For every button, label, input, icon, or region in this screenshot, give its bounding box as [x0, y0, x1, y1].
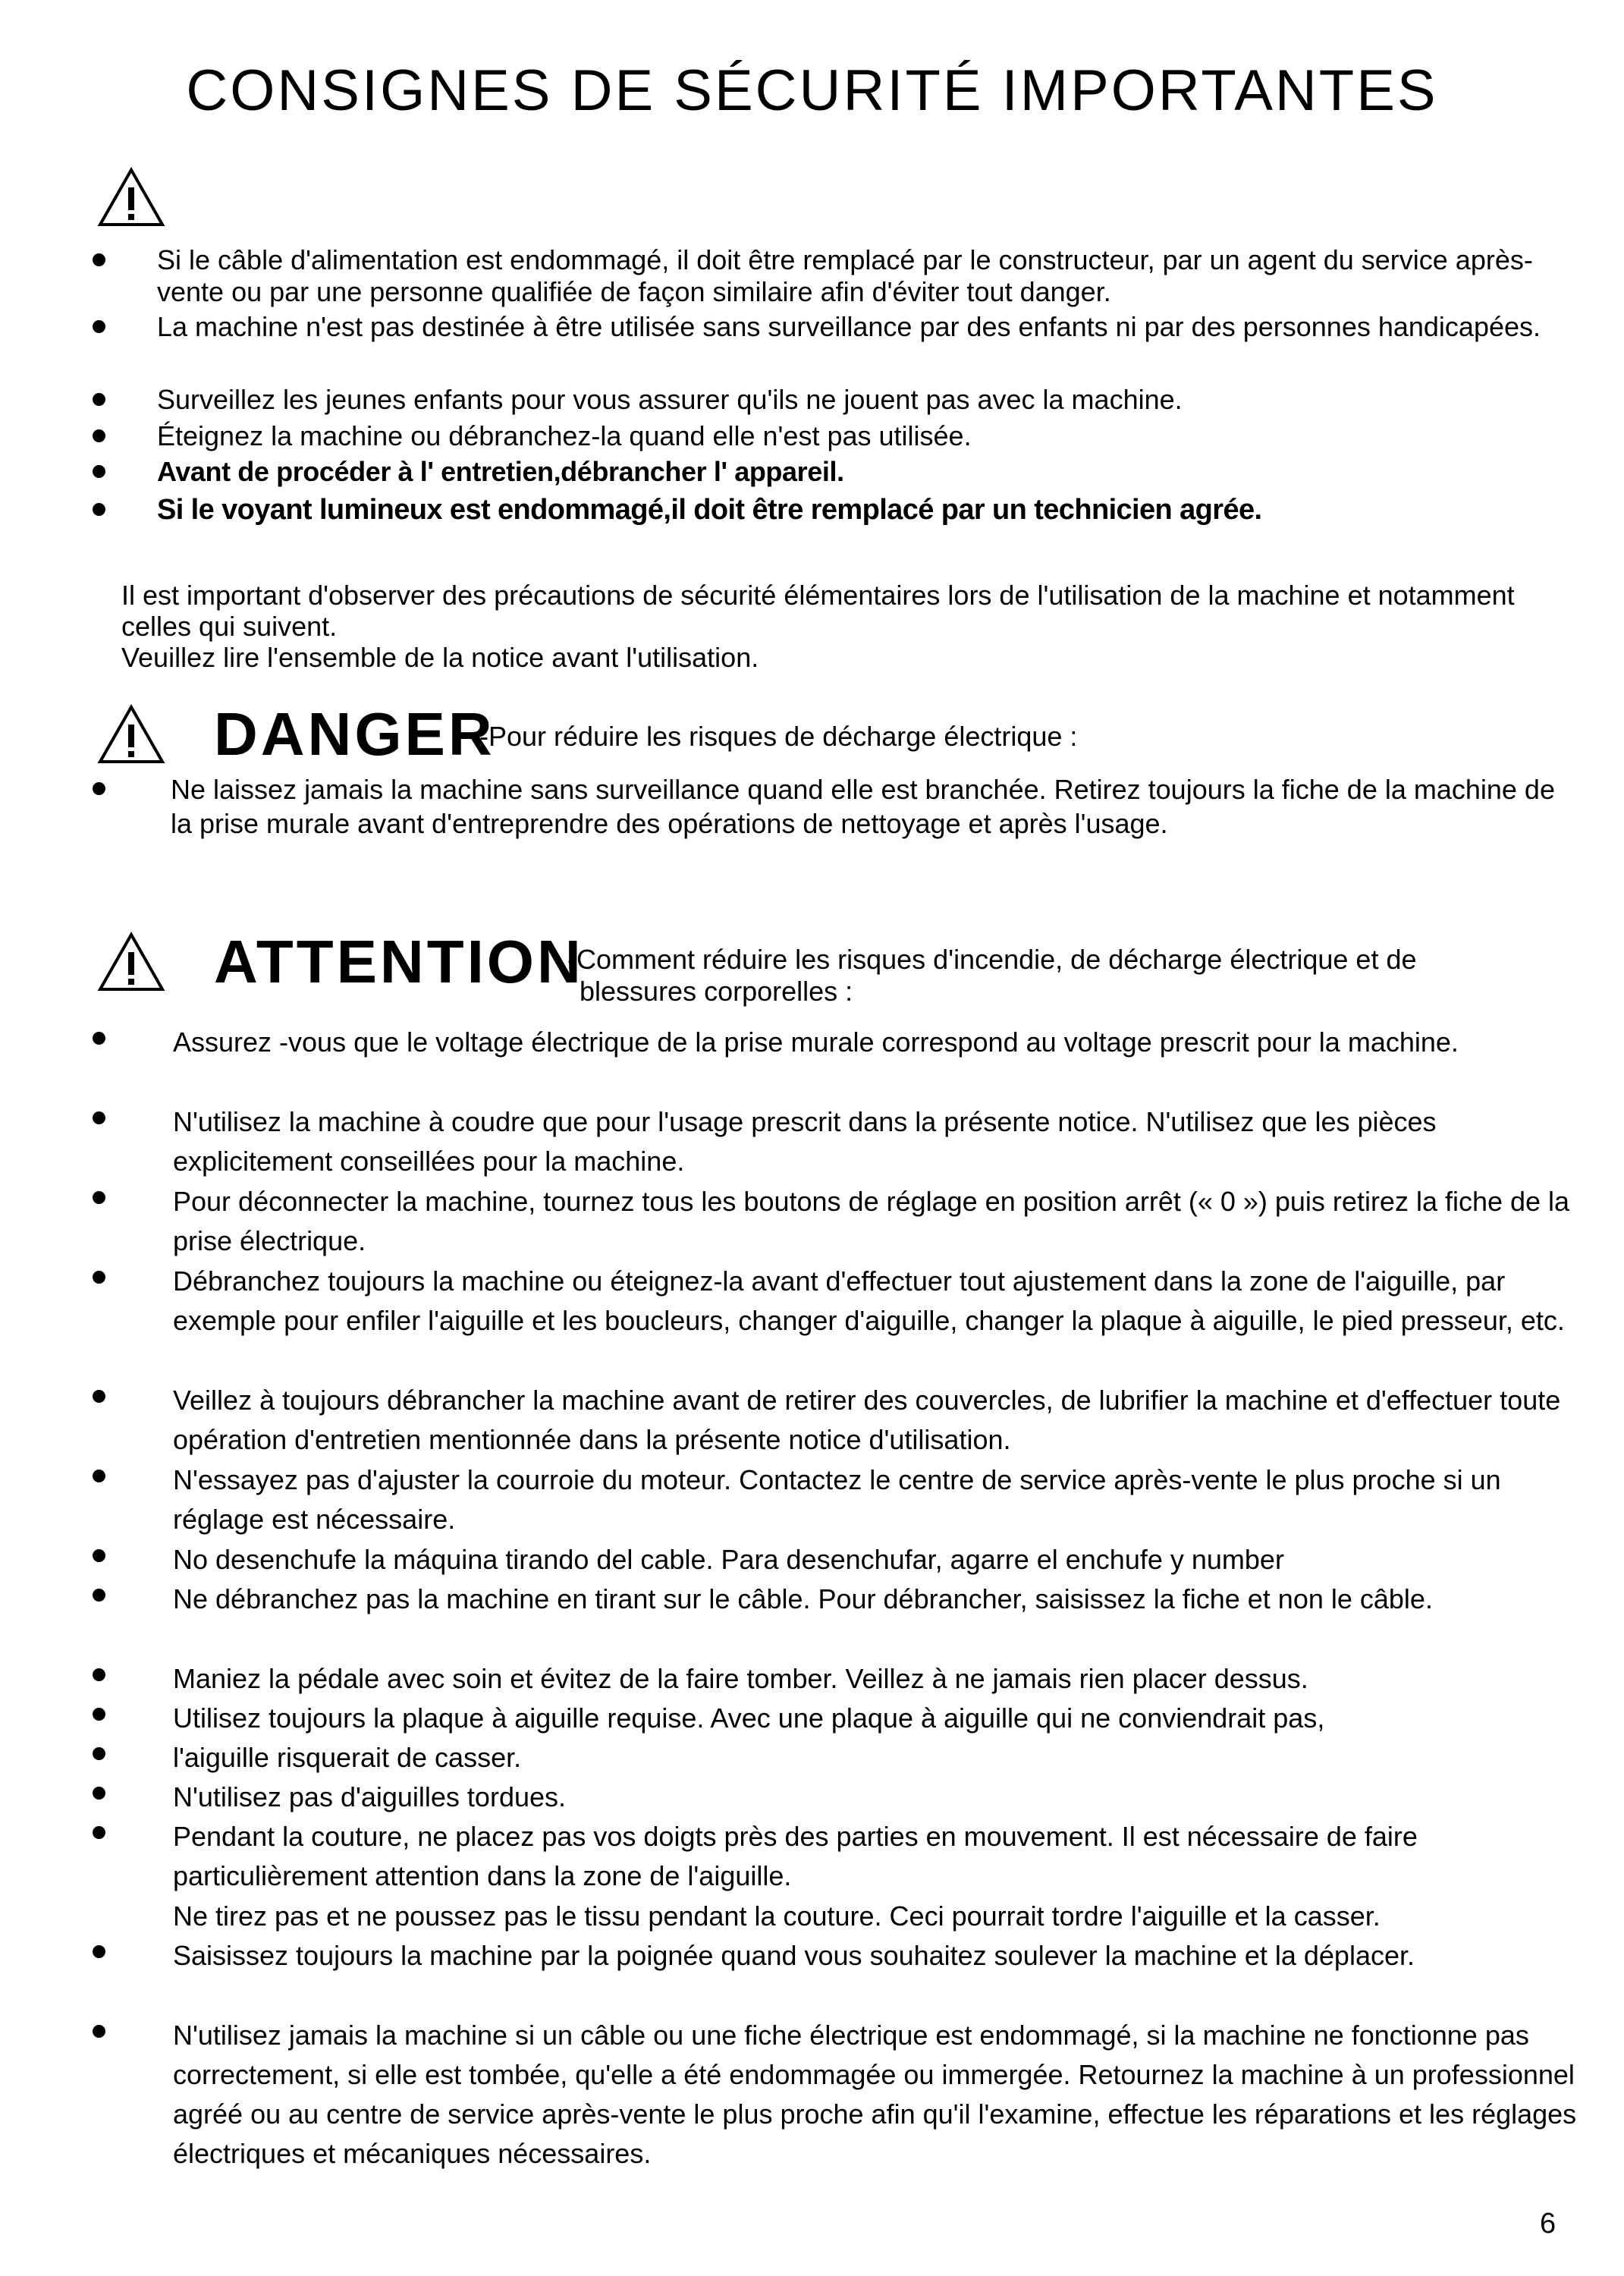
- danger-title: DANGER: [214, 700, 495, 768]
- bullet-icon: [93, 2025, 105, 2038]
- attention-title: ATTENTION: [214, 928, 584, 995]
- page-number: 6: [1540, 2208, 1556, 2240]
- bullet-icon: [93, 1826, 105, 1839]
- bullet-icon: [93, 1111, 105, 1124]
- bullet-icon: [93, 1032, 105, 1045]
- bullet-icon: [93, 1787, 105, 1800]
- bullet-icon: [93, 1191, 105, 1204]
- bullet-icon: [93, 429, 105, 442]
- bullet-icon: [93, 503, 105, 516]
- bullet-icon: [93, 465, 105, 478]
- bullet-icon: [93, 782, 105, 795]
- warning-icon: [97, 704, 165, 765]
- bullet-icon: [93, 253, 105, 266]
- bullet-icon: [93, 1708, 105, 1721]
- attention-subtitle-cont: blessures corporelles :: [580, 976, 853, 1007]
- bullet-icon: [93, 1390, 105, 1403]
- warning-icon: [97, 932, 165, 992]
- bullet-icon: [93, 1470, 105, 1482]
- danger-subtitle: -Pour réduire les risques de décharge électrique :: [479, 721, 1078, 752]
- attention-subtitle: -Comment réduire les risques d'incendie, de décharge électrique et de: [567, 944, 1417, 975]
- bullet-icon: [93, 393, 105, 406]
- warning-icon: [97, 167, 165, 228]
- bullet-icon: [93, 1945, 105, 1958]
- bullet-icon: [93, 1271, 105, 1284]
- page: CONSIGNES DE SÉCURITÉ IMPORTANTES Si le câble d'alimentation est endommagé, il doit être remplacé par le constructeur, par un agent du service après-vente ou par une personne qualifiée de façon similaire afin d'éviter tout danger. La machine n'est pas destinée à être utilisée sans surveillance par des enfants ni par des personnes handicapées. Surveillez les jeunes enfants pour vous assurer qu'ils ne jouent pas avec la machine. Éteignez la machine ou débranchez-la quand elle n'est pas utilisée. Avant de procéder à l' entretien,débrancher l' appareil. Si le voyant lumineux est endommagé,il doit être remplacé par un technicien agrée. Il est important d'observer des précautions de sécurité élémentaires lors de l'utilisation de la machine et notamment celles qui suivent. Veuillez lire l'ensemble de la notice avant l'utilisation. DANGER -Pour réduire les risques de décharge électrique : Ne laissez jamais la machine sans surveillance quand elle est branchée. Retirez toujours la fiche de la machine de la prise murale avant d'entreprendre des opérations de nettoyage et après l'usage. ATTENTION -Comment réduire les risques d'incendie, de décharge électrique et de blessures corporelles : Assurez -vous que le voltage électrique de la prise murale correspond au voltage prescrit pour la machine. N'utilisez la machine à coudre que pour l'usage prescrit dans la présente notice. N'utilisez que les pièces explicitement conseillées pour la machine. Pour déconnecter la machine, tournez tous les boutons de réglage en position arrêt (« 0 ») puis retirez la fiche de la prise électrique. Débranchez toujours la machine ou éteignez-la avant d'effectuer tout ajustement dans la zone de l'aiguille, par exemple pour enfiler l'aiguille et les boucleurs, changer d'aiguille, changer la plaque à aiguille, le pied presseur, etc. Veillez à toujours débrancher la machine avant de retirer des couvercles, de lubrifier la machine et d'effectuer toute opération d'entretien mentionnée dans la présente notice d'utilisation. N'essayez pas d'ajuster la courroie du moteur. Contactez le centre de service après-vente le plus proche si un réglage est nécessaire. No desenchufe la máquina tirando del cable. Para desenchufar, agarre el enchufe y number Ne débranchez pas la machine en tirant sur le câble. Pour débrancher, saisissez la fiche et non le câble. Maniez la pédale avec soin et évitez de la faire tomber. Veillez à ne jamais rien placer dessus. Utilisez toujours la plaque à aiguille requise. Avec une plaque à aiguille qui ne conviendrait pas, l'aiguille risquerait de casser. N'utilisez pas d'aiguilles tordues. Pendant la couture, ne placez pas vos doigts près des parties en mouvement. Il est nécessaire de faire particulièrement attention dans la zone de l'aiguille. Saisissez toujours la machine par la poignée quand vous souhaitez soulever la machine et la déplacer. N'utilisez jamais la machine si un câble ou une fiche électrique est endommagé, si la machine ne fonctionne pas correctement, si elle est tombée, qu'elle a été endommagée ou immergée. Retournez la machine à un professionnel agréé ou au centre de service après-vente le plus proche afin qu'il l'examine, effectue les réparations et les réglages électriques et mécaniques nécessaires. Ne tirez pas et ne poussez pas le tissu pendant la couture. Ceci pourrait tordre l'aiguille et la casser. 6: [0, 0, 1624, 2276]
- bullet-icon: [93, 1549, 105, 1562]
- intro-paragraph: Il est important d'observer des précautions de sécurité élémentaires lors de l'utilisation de la machine et notamment celles qui suivent. Veuillez lire l'ensemble de la notice avant l'utilisation.: [121, 580, 1515, 673]
- bullet-icon: [93, 320, 105, 333]
- page-title: CONSIGNES DE SÉCURITÉ IMPORTANTES: [186, 58, 1438, 123]
- bullet-icon: [93, 1668, 105, 1681]
- attention-extra-line: Ne tirez pas et ne poussez pas le tissu pendant la couture. Ceci pourrait tordre l'aiguille et la casser.: [173, 1900, 1381, 1932]
- bullet-icon: [93, 1589, 105, 1602]
- bullet-icon: [93, 1747, 105, 1760]
